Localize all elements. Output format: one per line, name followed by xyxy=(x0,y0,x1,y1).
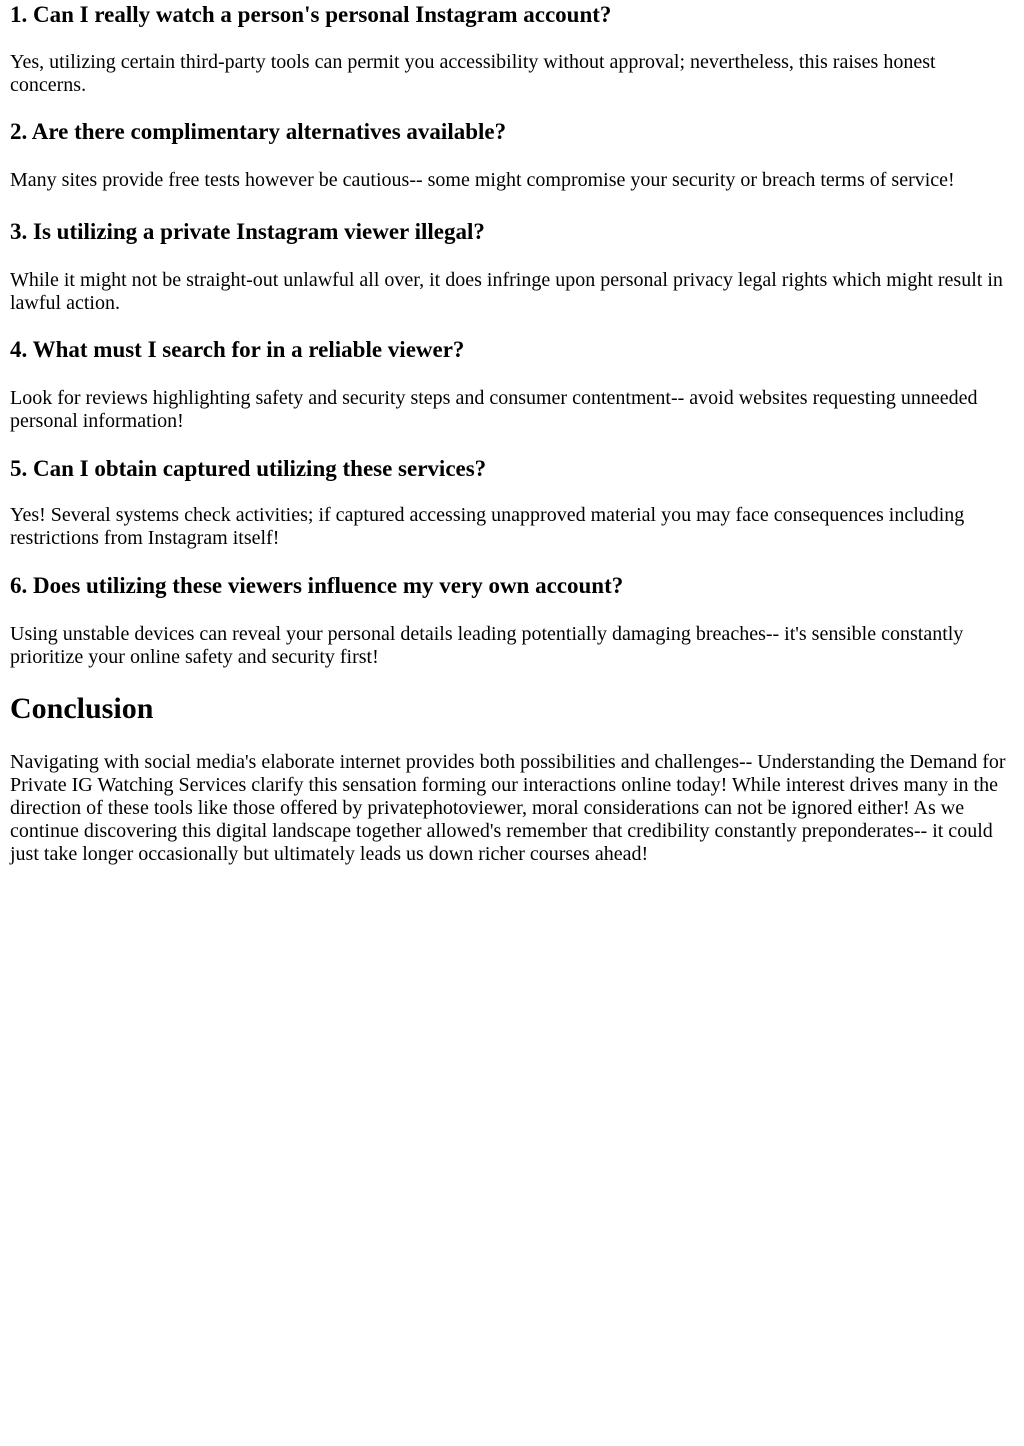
faq-answer-6: Using unstable devices can reveal your personal details leading potentially damaging breaches-- it's sensible constantly prioritize your online safety and security first! xyxy=(10,623,964,668)
faq-answer-1: Yes, utilizing certain third-party tools can permit you accessibility without approval; nevertheless, this raises honest concerns. xyxy=(10,51,936,96)
faq-answer-4: Look for reviews highlighting safety and security steps and consumer contentment-- avoid websites requesting unneeded personal information! xyxy=(10,387,978,432)
conclusion-heading: Conclusion xyxy=(10,692,154,725)
faq-question-1: 1. Can I really watch a person's personal Instagram account? xyxy=(10,2,612,27)
faq-question-6: 6. Does utilizing these viewers influence my very own account? xyxy=(10,573,624,598)
faq-question-3: 3. Is utilizing a private Instagram viewer illegal? xyxy=(10,219,485,244)
faq-answer-2: Many sites provide free tests however be cautious-- some might compromise your security or breach terms of service! xyxy=(10,169,955,191)
faq-question-2: 2. Are there complimentary alternatives available? xyxy=(10,119,507,144)
faq-answer-5: Yes! Several systems check activities; if captured accessing unapproved material you may face consequences including restrictions from Instagram itself! xyxy=(10,504,965,549)
faq-answer-3: While it might not be straight-out unlawful all over, it does infringe upon personal privacy legal rights which might result in lawful action. xyxy=(10,269,1003,314)
conclusion-paragraph: Navigating with social media's elaborate internet provides both possibilities and challenges-- Understanding the Demand for Private IG Watching Services clarify this sensation forming our interactions online today! While interest drives many in the direction of these tools like those offered by privatephotoviewer, moral considerations can not be ignored either! As we continue discovering this digital landscape together allowed's remember that credibility constantly preponderates-- it could just take longer occasionally but ultimately leads us down richer courses ahead! xyxy=(10,751,1006,865)
faq-question-4: 4. What must I search for in a reliable viewer? xyxy=(10,337,465,362)
faq-question-5: 5. Can I obtain captured utilizing these services? xyxy=(10,456,487,481)
